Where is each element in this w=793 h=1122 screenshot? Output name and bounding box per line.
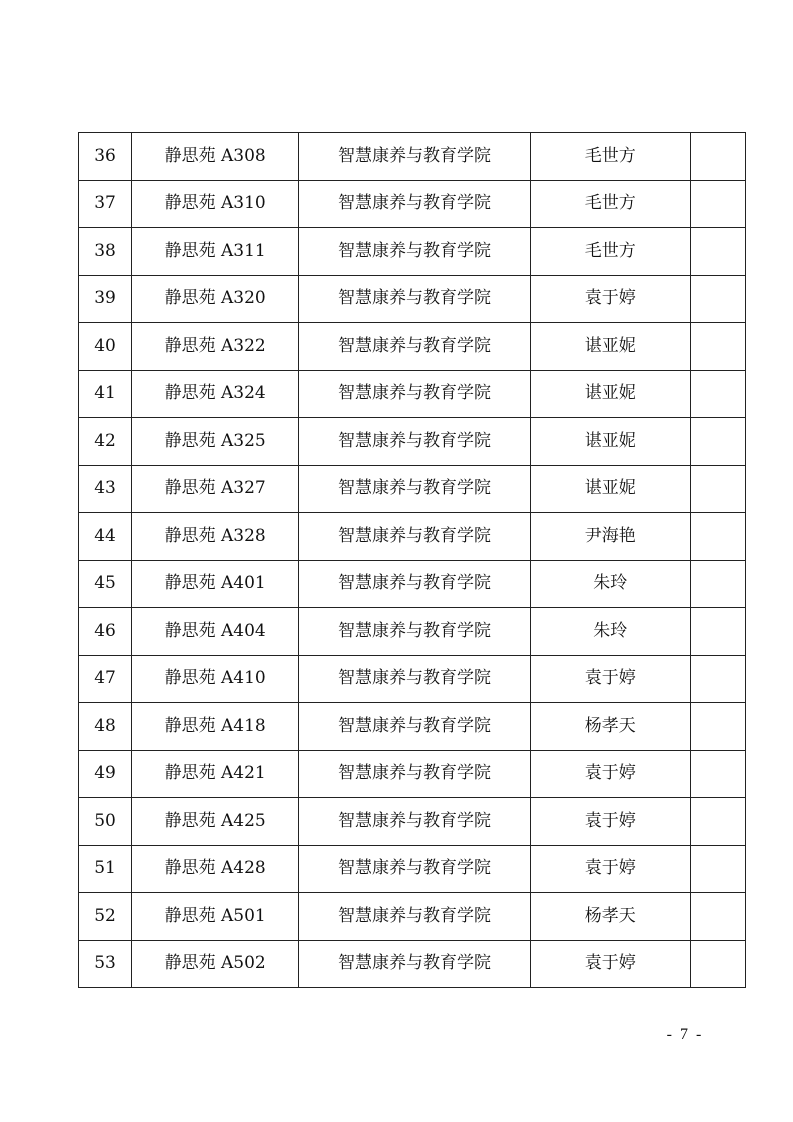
note-cell: [690, 798, 745, 846]
college-cell: 智慧康养与教育学院: [299, 133, 530, 181]
person-name-cell: 谌亚妮: [530, 465, 690, 513]
note-cell: [690, 228, 745, 276]
note-cell: [690, 845, 745, 893]
room-cell: 静思苑 A328: [132, 513, 299, 561]
table-body: [79, 133, 746, 988]
college-cell: 智慧康养与教育学院: [299, 370, 530, 418]
note-cell: [690, 465, 745, 513]
room-cell: 静思苑 A404: [132, 608, 299, 656]
college-cell: 智慧康养与教育学院: [299, 703, 530, 751]
row-number-cell: 43: [79, 465, 132, 513]
table-row: [79, 940, 746, 988]
table-row: [79, 323, 746, 371]
college-cell: 智慧康养与教育学院: [299, 893, 530, 941]
college-cell: 智慧康养与教育学院: [299, 180, 530, 228]
row-number-cell: 45: [79, 560, 132, 608]
person-name-cell: 袁于婷: [530, 845, 690, 893]
college-cell: 智慧康养与教育学院: [299, 845, 530, 893]
room-cell: 静思苑 A410: [132, 655, 299, 703]
room-cell: 静思苑 A325: [132, 418, 299, 466]
person-name-cell: 杨孝天: [530, 703, 690, 751]
room-cell: 静思苑 A501: [132, 893, 299, 941]
table-row: [79, 513, 746, 561]
table-row: [79, 560, 746, 608]
note-cell: [690, 750, 745, 798]
table-row: [79, 465, 746, 513]
note-cell: [690, 180, 745, 228]
person-name-cell: 朱玲: [530, 608, 690, 656]
table-row: [79, 418, 746, 466]
table-row: [79, 893, 746, 941]
note-cell: [690, 133, 745, 181]
room-cell: 静思苑 A320: [132, 275, 299, 323]
row-number-cell: 47: [79, 655, 132, 703]
note-cell: [690, 608, 745, 656]
row-number-cell: 41: [79, 370, 132, 418]
row-number-cell: 51: [79, 845, 132, 893]
room-cell: 静思苑 A310: [132, 180, 299, 228]
table-row: [79, 370, 746, 418]
room-cell: 静思苑 A322: [132, 323, 299, 371]
note-cell: [690, 275, 745, 323]
college-cell: 智慧康养与教育学院: [299, 323, 530, 371]
row-number-cell: 49: [79, 750, 132, 798]
room-cell: 静思苑 A324: [132, 370, 299, 418]
note-cell: [690, 513, 745, 561]
person-name-cell: 袁于婷: [530, 655, 690, 703]
row-number-cell: 46: [79, 608, 132, 656]
note-cell: [690, 703, 745, 751]
person-name-cell: 谌亚妮: [530, 323, 690, 371]
person-name-cell: 毛世方: [530, 180, 690, 228]
table-row: [79, 798, 746, 846]
person-name-cell: 袁于婷: [530, 750, 690, 798]
note-cell: [690, 940, 745, 988]
room-cell: 静思苑 A401: [132, 560, 299, 608]
row-number-cell: 52: [79, 893, 132, 941]
room-cell: 静思苑 A428: [132, 845, 299, 893]
dormitory-table: [78, 132, 746, 988]
person-name-cell: 袁于婷: [530, 940, 690, 988]
table-row: [79, 275, 746, 323]
college-cell: 智慧康养与教育学院: [299, 750, 530, 798]
row-number-cell: 44: [79, 513, 132, 561]
row-number-cell: 40: [79, 323, 132, 371]
row-number-cell: 38: [79, 228, 132, 276]
college-cell: 智慧康养与教育学院: [299, 940, 530, 988]
note-cell: [690, 370, 745, 418]
room-cell: 静思苑 A308: [132, 133, 299, 181]
note-cell: [690, 560, 745, 608]
table-row: [79, 608, 746, 656]
room-cell: 静思苑 A311: [132, 228, 299, 276]
note-cell: [690, 418, 745, 466]
table-row: [79, 703, 746, 751]
room-cell: 静思苑 A421: [132, 750, 299, 798]
college-cell: 智慧康养与教育学院: [299, 798, 530, 846]
table-row: [79, 228, 746, 276]
college-cell: 智慧康养与教育学院: [299, 228, 530, 276]
college-cell: 智慧康养与教育学院: [299, 465, 530, 513]
page-number: - 7 -: [666, 1026, 704, 1043]
row-number-cell: 53: [79, 940, 132, 988]
college-cell: 智慧康养与教育学院: [299, 560, 530, 608]
table-row: [79, 845, 746, 893]
person-name-cell: 毛世方: [530, 133, 690, 181]
room-cell: 静思苑 A502: [132, 940, 299, 988]
note-cell: [690, 893, 745, 941]
person-name-cell: 谌亚妮: [530, 418, 690, 466]
person-name-cell: 袁于婷: [530, 275, 690, 323]
person-name-cell: 毛世方: [530, 228, 690, 276]
person-name-cell: 尹海艳: [530, 513, 690, 561]
person-name-cell: 杨孝天: [530, 893, 690, 941]
person-name-cell: 朱玲: [530, 560, 690, 608]
row-number-cell: 37: [79, 180, 132, 228]
row-number-cell: 50: [79, 798, 132, 846]
row-number-cell: 42: [79, 418, 132, 466]
note-cell: [690, 323, 745, 371]
row-number-cell: 48: [79, 703, 132, 751]
room-cell: 静思苑 A418: [132, 703, 299, 751]
room-cell: 静思苑 A327: [132, 465, 299, 513]
person-name-cell: 谌亚妮: [530, 370, 690, 418]
college-cell: 智慧康养与教育学院: [299, 655, 530, 703]
table-row: [79, 750, 746, 798]
table-row: [79, 655, 746, 703]
college-cell: 智慧康养与教育学院: [299, 275, 530, 323]
room-cell: 静思苑 A425: [132, 798, 299, 846]
row-number-cell: 39: [79, 275, 132, 323]
table-row: [79, 180, 746, 228]
person-name-cell: 袁于婷: [530, 798, 690, 846]
college-cell: 智慧康养与教育学院: [299, 513, 530, 561]
college-cell: 智慧康养与教育学院: [299, 608, 530, 656]
note-cell: [690, 655, 745, 703]
row-number-cell: 36: [79, 133, 132, 181]
college-cell: 智慧康养与教育学院: [299, 418, 530, 466]
table-row: [79, 133, 746, 181]
